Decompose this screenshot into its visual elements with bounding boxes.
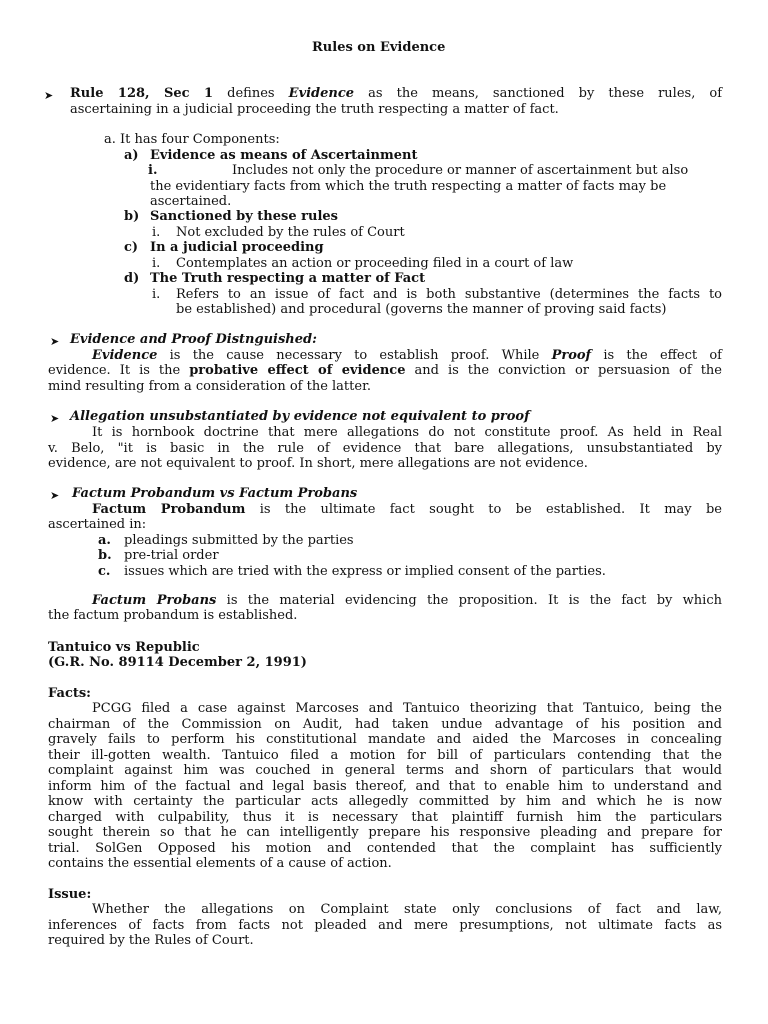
component-d-title: The Truth respecting a matter of Fact — [150, 271, 426, 286]
issue-label: Issue: — [48, 887, 92, 902]
component-d-sub-marker: i. — [152, 287, 161, 302]
component-a-line: Includes not only the procedure or manner of ascertainment but also — [232, 163, 689, 178]
facts-line: contains the essential elements of a cause of action. — [48, 856, 392, 871]
component-d-marker: d) — [124, 271, 140, 286]
allegation-line: v. Belo, "it is basic in the rule of evidence that bare allegations, unsubstantiated by — [48, 441, 722, 456]
factum-line-1: Factum Probandum is the ultimate fact sought to be established. It may be — [92, 502, 722, 517]
component-a-sub-marker: i. — [148, 163, 158, 178]
component-d-line: be established) and procedural (governs the manner of proving said facts) — [176, 302, 667, 317]
allegation-line: evidence, are not equivalent to proof. In short, mere allegations are not evidence. — [48, 456, 588, 471]
component-b-line: Not excluded by the rules of Court — [176, 225, 405, 240]
section-heading-allegation: Allegation unsubstantiated by evidence not equivalent to proof — [70, 409, 530, 424]
component-b-sub-marker: i. — [152, 225, 161, 240]
component-b-title: Sanctioned by these rules — [150, 209, 338, 224]
page-title: Rules on Evidence — [312, 40, 446, 55]
arrow-bullet-icon: ➤ — [50, 412, 60, 425]
factum-list-item: issues which are tried with the express or implied consent of the parties. — [124, 564, 606, 579]
component-a-line: the evidentiary facts from which the truth respecting a matter of facts may be — [150, 179, 667, 194]
facts-line: charged with culpability, thus it is necessary that plaintiff furnish him the particulars — [48, 810, 722, 825]
distinguished-line-1: Evidence is the cause necessary to establish proof. While Proof is the effect of — [92, 348, 722, 363]
factum-list-marker: a. — [98, 533, 111, 548]
component-a-line: ascertained. — [150, 194, 232, 209]
case-citation: (G.R. No. 89114 December 2, 1991) — [48, 655, 307, 670]
distinguished-line-2: evidence. It is the probative effect of evidence and is the conviction or persuasion of the — [48, 363, 722, 378]
component-d-line: Refers to an issue of fact and is both substantive (determines the facts to — [176, 287, 722, 302]
facts-line: know with certainty the particular acts allegedly committed by him and which he is now — [48, 794, 722, 809]
factum-probans-line-2: the factum probandum is established. — [48, 608, 298, 623]
arrow-bullet-icon: ➤ — [44, 89, 54, 102]
components-intro: a. It has four Components: — [104, 132, 280, 147]
component-a-marker: a) — [124, 148, 139, 163]
component-c-title: In a judicial proceeding — [150, 240, 324, 255]
factum-list-marker: b. — [98, 548, 112, 563]
intro-line-1: Rule 128, Sec 1 defines Evidence as the means, sanctioned by these rules, of — [70, 86, 723, 101]
component-b-marker: b) — [124, 209, 140, 224]
facts-line: sought therein so that he can intelligently prepare his responsive pleading and prepare for — [48, 825, 722, 840]
issue-line: required by the Rules of Court. — [48, 933, 254, 948]
facts-line: trial. SolGen Opposed his motion and contended that the complaint has sufficiently — [48, 841, 722, 856]
arrow-bullet-icon: ➤ — [50, 335, 60, 348]
facts-line: gravely fails to perform his constitutional mandate and aided the Marcoses in concealing — [48, 732, 722, 747]
intro-line-2: ascertaining in a judicial proceeding the truth respecting a matter of fact. — [70, 102, 559, 117]
component-c-sub-marker: i. — [152, 256, 161, 271]
facts-line: chairman of the Commission on Audit, had taken undue advantage of his position and — [48, 717, 722, 732]
issue-line: Whether the allegations on Complaint state only conclusions of fact and law, — [92, 902, 722, 917]
allegation-line: It is hornbook doctrine that mere allegations do not constitute proof. As held in Real — [92, 425, 722, 440]
facts-line: PCGG filed a case against Marcoses and Tantuico theorizing that Tantuico, being the — [92, 701, 722, 716]
issue-line: inferences of facts from facts not pleaded and mere presumptions, not ultimate facts as — [48, 918, 722, 933]
component-a-title: Evidence as means of Ascertainment — [150, 148, 418, 163]
component-c-marker: c) — [124, 240, 139, 255]
section-heading-factum: Factum Probandum vs Factum Probans — [72, 486, 358, 501]
factum-list-item: pleadings submitted by the parties — [124, 533, 354, 548]
component-c-line: Contemplates an action or proceeding filed in a court of law — [176, 256, 574, 271]
section-heading-distinguished: Evidence and Proof Distnguished: — [70, 332, 317, 347]
factum-list-marker: c. — [98, 564, 111, 579]
case-title: Tantuico vs Republic — [48, 640, 200, 655]
factum-list-item: pre-trial order — [124, 548, 219, 563]
arrow-bullet-icon: ➤ — [50, 489, 60, 502]
factum-probans-line-1: Factum Probans is the material evidencing the proposition. It is the fact by which — [92, 593, 722, 608]
facts-line: inform him of the factual and legal basis thereof, and that to enable him to understand and — [48, 779, 722, 794]
factum-line-2: ascertained in: — [48, 517, 147, 532]
facts-line: their ill-gotten wealth. Tantuico filed a motion for bill of particulars contending that the — [48, 748, 722, 763]
distinguished-line-3: mind resulting from a consideration of the latter. — [48, 379, 371, 394]
facts-label: Facts: — [48, 686, 91, 701]
facts-line: complaint against him was couched in general terms and shorn of particulars that would — [48, 763, 722, 778]
